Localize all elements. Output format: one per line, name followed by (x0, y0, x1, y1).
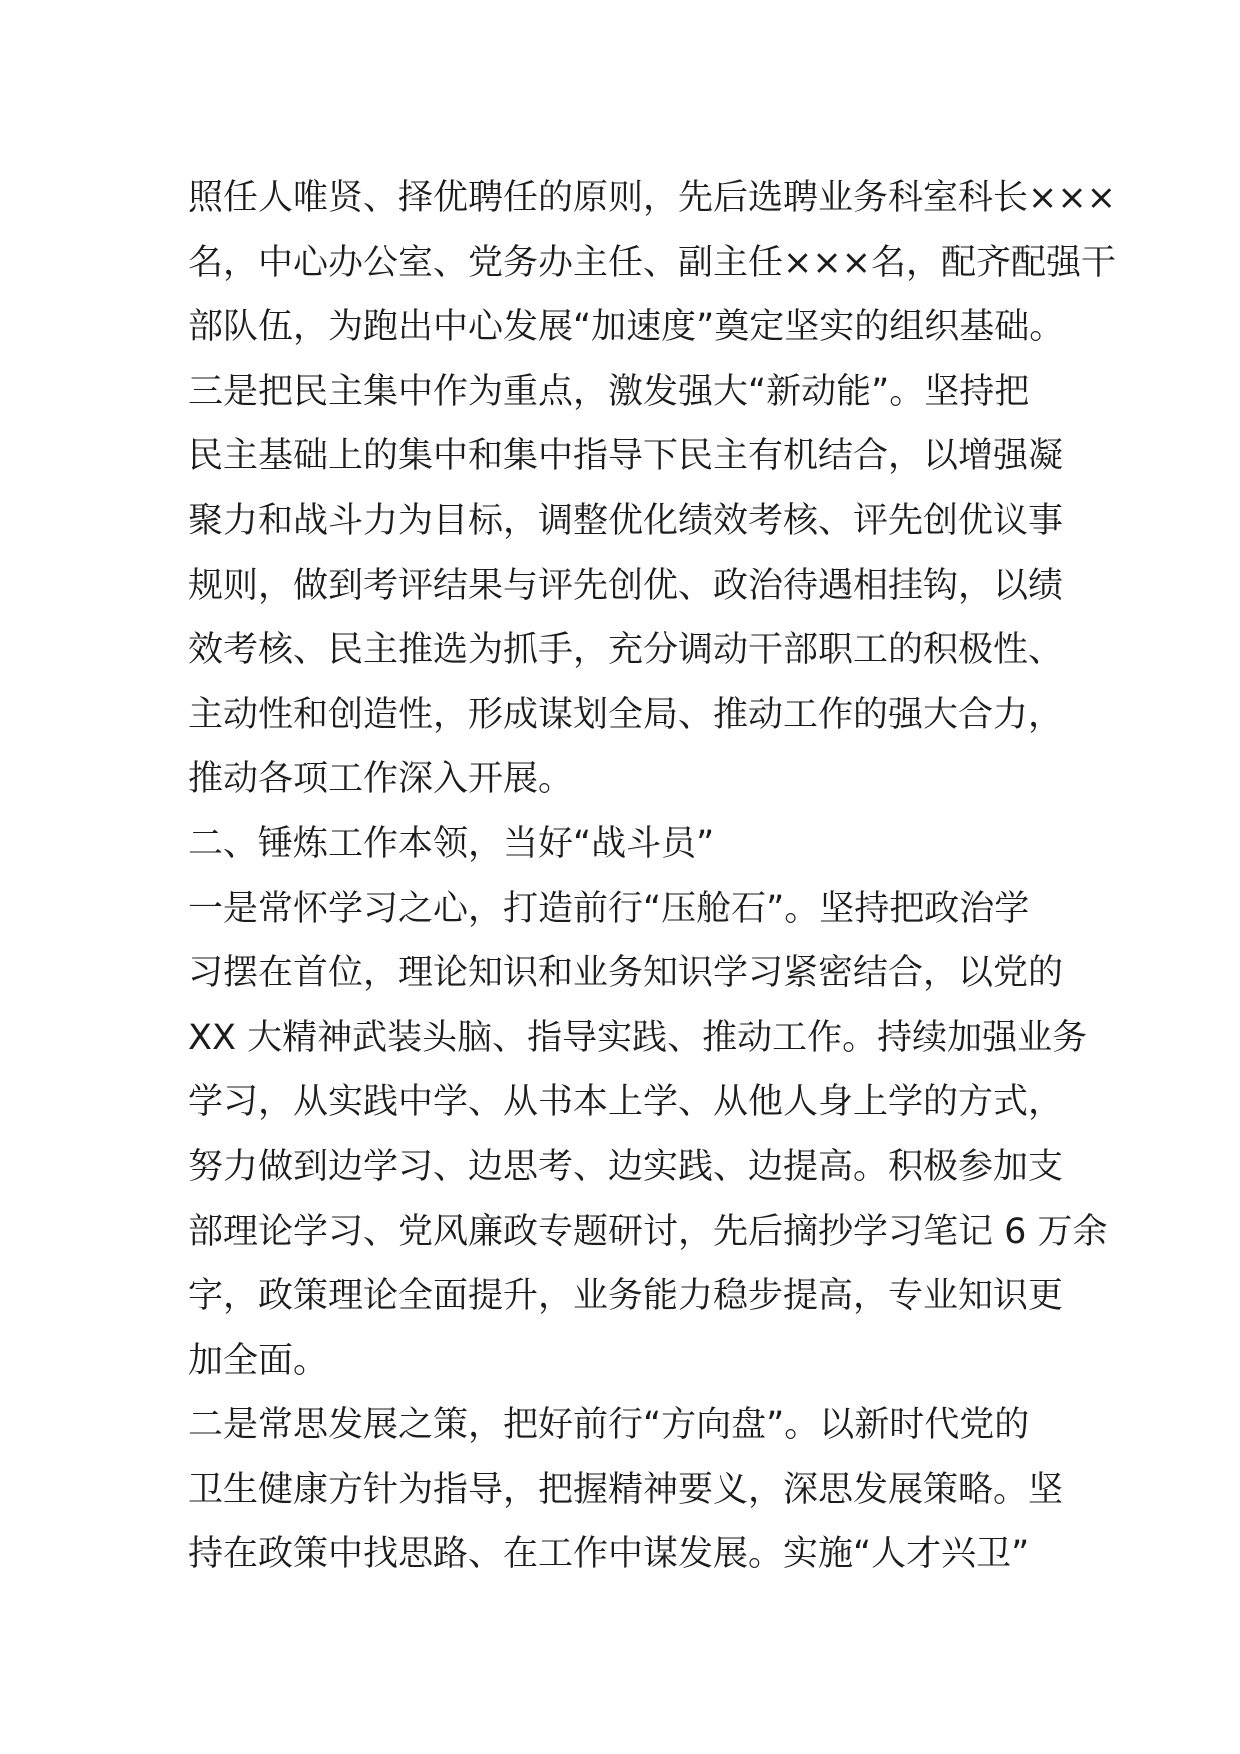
text-line: 效考核、民主推选为抓手，充分调动干部职工的积极性、 (188, 630, 1064, 671)
text-line: 努力做到边学习、边思考、边实践、边提高。积极参加支 (188, 1146, 1064, 1187)
section-heading: 二、锤炼工作本领，当好“战斗员” (188, 823, 715, 864)
text-line: 主动性和创造性，形成谋划全局、推动工作的强大合力， (188, 694, 1064, 735)
body-text (188, 166, 1116, 1587)
text-line: XX 大精神武装头脑、指导实践、推动工作。持续加强业务 (188, 1017, 1088, 1058)
subsection-heading-line: 一是常怀学习之心，打造前行“压舱石”。坚持把政治学 (188, 888, 1030, 929)
text-line: 推动各项工作深入开展。 (188, 759, 574, 800)
section-heading-line: 三是把民主集中作为重点，激发强大“新动能”。坚持把 (188, 371, 1030, 412)
text-line: 部队伍，为跑出中心发展“加速度”奠定坚实的组织基础。 (188, 307, 1065, 348)
text-line: 加全面。 (188, 1340, 329, 1381)
text-line: 卫生健康方针为指导，把握精神要义，深思发展策略。坚 (188, 1469, 1064, 1510)
text-line: 字，政策理论全面提升，业务能力稳步提高，专业知识更 (188, 1276, 1064, 1317)
text-line: 习摆在首位，理论知识和业务知识学习紧密结合，以党的 (188, 953, 1064, 994)
text-line: 持在政策中找思路、在工作中谋发展。实施“人才兴卫” (188, 1534, 1030, 1575)
text-line: 学习，从实践中学、从书本上学、从他人身上学的方式， (188, 1082, 1064, 1123)
text-line: 聚力和战斗力为目标，调整优化绩效考核、评先创优议事 (188, 500, 1064, 541)
subsection-heading-line: 二是常思发展之策，把好前行“方向盘”。以新时代党的 (188, 1405, 1030, 1446)
text-line: 名，中心办公室、党务办主任、副主任×××名，配齐配强干 (188, 242, 1116, 283)
text-line: 部理论学习、党风廉政专题研讨，先后摘抄学习笔记 6 万余 (188, 1211, 1108, 1252)
text-line: 规则，做到考评结果与评先创优、政治待遇相挂钩，以绩 (188, 565, 1064, 606)
text-line: 照任人唯贤、择优聘任的原则，先后选聘业务科室科长××× (188, 178, 1116, 218)
text-line: 民主基础上的集中和集中指导下民主有机结合，以增强凝 (188, 436, 1064, 477)
